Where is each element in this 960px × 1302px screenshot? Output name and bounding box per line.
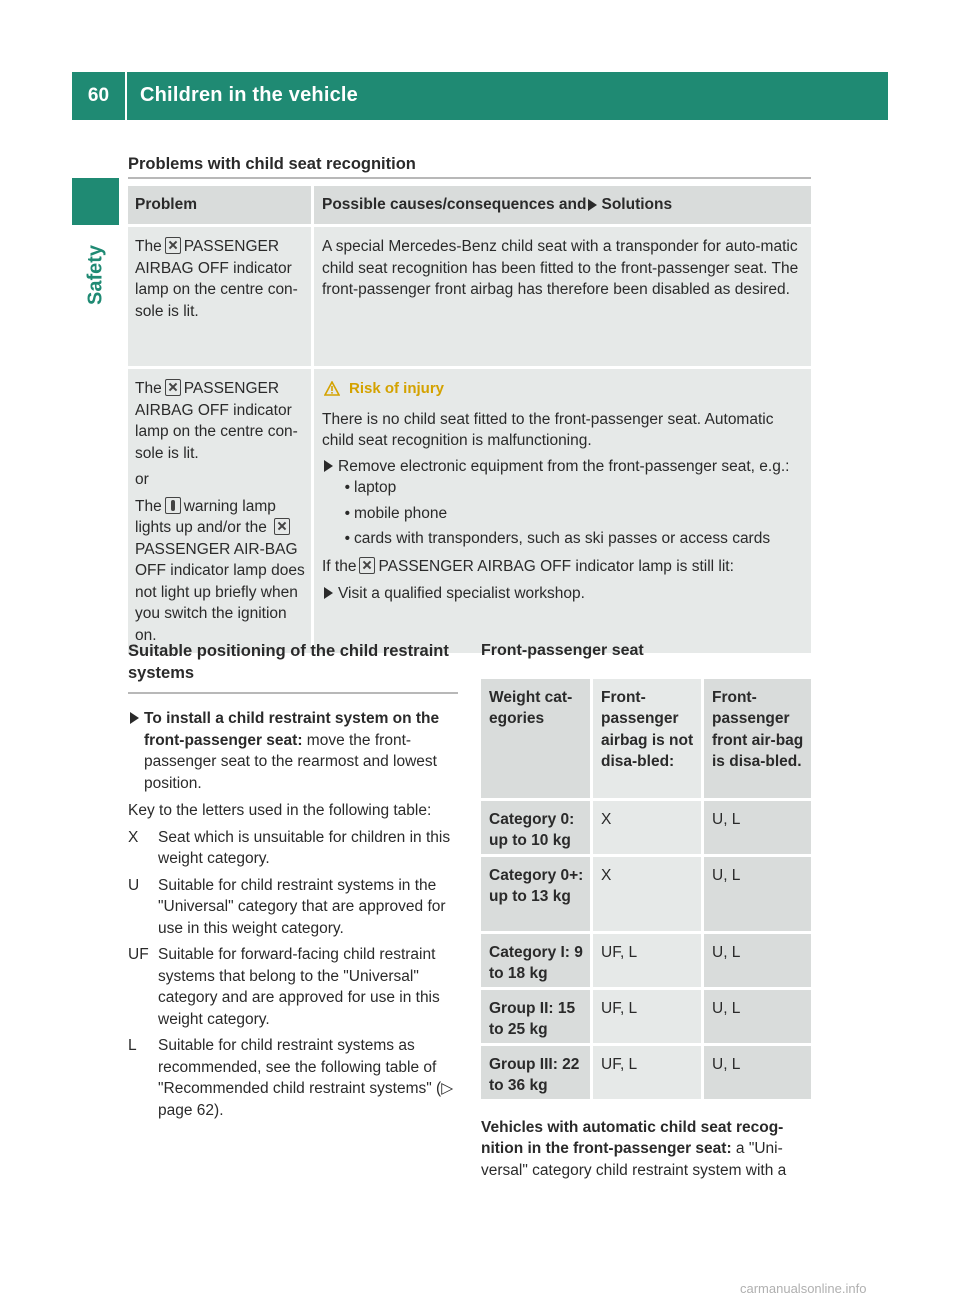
step-item: To install a child restraint system on the front-passenger seat: move the front-passenger seat to the rearmost and lowest position. bbox=[128, 708, 458, 794]
arrow-right-icon bbox=[130, 712, 139, 724]
positioning-title: Suitable positioning of the child restraint systems bbox=[128, 642, 449, 682]
page-number: 60 bbox=[87, 85, 110, 107]
key-item: X Seat which is unsuitable for children in this weight category. bbox=[128, 828, 451, 867]
risk-warning: Risk of injury bbox=[322, 378, 804, 400]
risk-description: There is no child seat fitted to the front-passenger seat. Automatic child seat recognition is malfunctioning. bbox=[322, 410, 774, 449]
key-intro: Key to the letters used in the following table: bbox=[128, 802, 432, 819]
chapter-title: Children in the vehicle bbox=[140, 84, 358, 107]
side-tab-label: Safety bbox=[83, 244, 106, 306]
solution-cell: A special Mercedes-Benz child seat with a transponder for auto-matic child seat recognition has been fitted to the front-passenger seat. The front-passenger front airbag has therefore been disabled as desired. bbox=[314, 227, 811, 366]
bullet-list bbox=[322, 477, 804, 550]
table-row: Category I: 9 to 18 kg UF, L U, L bbox=[481, 934, 811, 987]
arrow-right-icon bbox=[324, 587, 333, 599]
front-seat-title: Front-passenger seat bbox=[481, 642, 644, 659]
problem-cell: The PASSENGER AIRBAG OFF indicator lamp on the centre con-sole is lit. bbox=[128, 227, 311, 366]
problem-cell: The PASSENGER AIRBAG OFF indicator lamp on the centre con-sole is lit. or The warning lamp lights up and/or the PASSENGER AIR-BAG OFF indicator lamp does not light up briefly when you switch the ignition on. bbox=[128, 369, 311, 653]
solution-cell bbox=[314, 369, 811, 653]
key-item: U Suitable for child restraint systems in the "Universal" category that are approved for use in this weight category. bbox=[128, 876, 446, 937]
positioning-section bbox=[128, 640, 458, 1121]
table-row bbox=[128, 227, 811, 366]
key-item: UF Suitable for forward-facing child restraint systems that belong to the "Universal" category and are approved for use in this weight category. bbox=[128, 946, 440, 1028]
warning-triangle-icon bbox=[324, 381, 340, 396]
table-row: Category 0: up to 10 kg X U, L bbox=[481, 801, 811, 854]
list-item: • mobile phone bbox=[344, 504, 448, 522]
front-seat-table bbox=[481, 679, 811, 1099]
table-row: Category 0+: up to 13 kg X U, L bbox=[481, 857, 811, 931]
header-problem: Problem bbox=[128, 186, 311, 224]
step-item: Remove electronic equipment from the front-passenger seat, e.g.: bbox=[322, 456, 804, 478]
table-header-row bbox=[481, 679, 811, 798]
header-divider bbox=[125, 72, 127, 120]
condition-text: If the PASSENGER AIRBAG OFF indicator lamp is still lit: bbox=[322, 557, 734, 575]
list-item: • cards with transponders, such as ski passes or access cards bbox=[344, 530, 771, 547]
header-airbag-enabled: Front-passenger airbag is not disa-bled: bbox=[593, 679, 701, 798]
header-solutions: Possible causes/consequences and Solutions bbox=[314, 186, 811, 224]
problems-table bbox=[128, 186, 811, 656]
front-seat-section bbox=[481, 640, 811, 1181]
header-airbag-disabled: Front-passenger front air-bag is disa-bled. bbox=[704, 679, 811, 798]
passenger-airbag-off-icon bbox=[359, 557, 375, 574]
table-row: Group III: 22 to 36 kg UF, L U, L bbox=[481, 1046, 811, 1099]
section-title: Problems with child seat recognition bbox=[128, 155, 416, 173]
side-tab bbox=[72, 225, 119, 325]
arrow-right-icon bbox=[324, 460, 333, 472]
key-item: L Suitable for child restraint systems as recommended, see the following table of "Recommended child restraint systems" (▷ page 62). bbox=[128, 1037, 454, 1119]
table-row: Group II: 15 to 25 kg UF, L U, L bbox=[481, 990, 811, 1043]
table-header-row bbox=[128, 186, 811, 224]
step-item: Visit a qualified specialist workshop. bbox=[322, 583, 804, 605]
section-divider bbox=[128, 177, 811, 179]
vehicle-note: Vehicles with automatic child seat recog-nition in the front-passenger seat: a "Uni-versal" category child restraint system with a bbox=[481, 1118, 787, 1179]
table-row bbox=[128, 369, 811, 653]
passenger-airbag-off-icon bbox=[165, 379, 181, 396]
watermark: carmanualsonline.info bbox=[740, 1281, 867, 1296]
list-item: • laptop bbox=[344, 479, 397, 496]
passenger-airbag-off-icon bbox=[274, 518, 290, 535]
section-divider bbox=[128, 692, 458, 694]
arrow-right-icon bbox=[588, 199, 597, 211]
side-tab-block bbox=[72, 178, 119, 225]
header-weight: Weight cat-egories bbox=[481, 679, 590, 798]
passenger-airbag-off-icon bbox=[165, 237, 181, 254]
seatbelt-warning-icon bbox=[165, 497, 181, 514]
